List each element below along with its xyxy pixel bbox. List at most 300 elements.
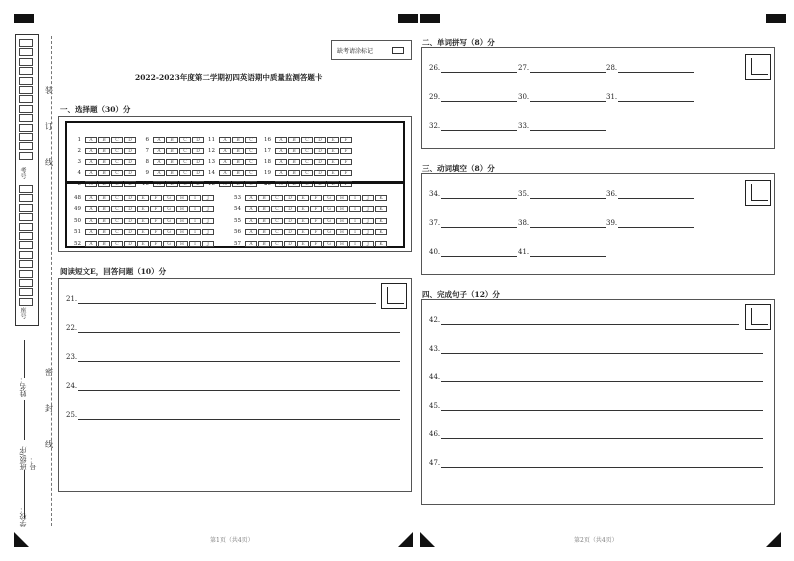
option-bubble[interactable]: H [176, 218, 188, 224]
option-bubble[interactable]: C [111, 218, 123, 224]
spelling-panel [421, 47, 775, 149]
exam-number-cell[interactable] [19, 124, 33, 132]
option-bubble[interactable]: C [111, 159, 123, 165]
option-bubble[interactable]: B [166, 170, 178, 176]
option-bubble[interactable]: J [202, 218, 214, 224]
option-bubble[interactable]: C [271, 229, 283, 235]
option-bubble[interactable]: H [176, 195, 188, 201]
blank-number: 29. [429, 93, 441, 101]
option-bubble[interactable]: K [375, 229, 387, 235]
option-bubble[interactable]: F [310, 195, 322, 201]
option-bubble[interactable]: C [271, 218, 283, 224]
option-bubble[interactable]: J [362, 241, 374, 247]
option-bubble[interactable]: D [124, 137, 136, 143]
option-bubble[interactable]: B [232, 137, 244, 143]
option-bubble[interactable]: K [375, 206, 387, 212]
exam-number-cell[interactable] [19, 105, 33, 113]
option-bubble[interactable]: D [124, 218, 136, 224]
option-bubble[interactable]: A [153, 181, 165, 187]
option-bubble[interactable]: G [163, 241, 175, 247]
option-bubble[interactable]: B [258, 229, 270, 235]
option-bubble[interactable]: H [176, 229, 188, 235]
option-bubble[interactable]: I [189, 229, 201, 235]
exam-number-cell[interactable] [19, 67, 33, 75]
question-number: 54 [234, 206, 241, 212]
option-bubble[interactable]: B [288, 181, 300, 187]
exam-number-cell[interactable] [19, 86, 33, 94]
option-bubble[interactable]: C [271, 195, 283, 201]
option-bubble[interactable]: A [85, 241, 97, 247]
option-bubble[interactable]: A [85, 195, 97, 201]
option-bubble[interactable]: F [340, 170, 352, 176]
blank-field[interactable] [429, 190, 517, 200]
option-bubble[interactable]: C [111, 195, 123, 201]
option-bubble[interactable]: I [189, 218, 201, 224]
option-bubble[interactable]: C [111, 148, 123, 154]
option-bubble[interactable]: D [124, 195, 136, 201]
option-bubble[interactable]: A [245, 241, 257, 247]
option-bubble[interactable]: B [98, 218, 110, 224]
option-bubble[interactable]: G [163, 206, 175, 212]
option-bubble[interactable]: J [362, 229, 374, 235]
option-bubble[interactable]: D [284, 241, 296, 247]
option-bubble[interactable]: B [166, 181, 178, 187]
answer-number: 21. [66, 295, 78, 303]
exam-number-cell[interactable] [19, 95, 33, 103]
option-bubble[interactable]: C [271, 241, 283, 247]
option-bubble[interactable]: D [192, 148, 204, 154]
blank-number: 36. [606, 190, 618, 198]
option-bubble[interactable]: F [150, 241, 162, 247]
option-bubble[interactable]: F [310, 229, 322, 235]
option-bubble[interactable]: C [111, 137, 123, 143]
option-bubble[interactable]: B [98, 181, 110, 187]
question-number: 10 [142, 180, 149, 187]
blank-field[interactable] [606, 93, 694, 103]
option-bubble[interactable]: G [163, 229, 175, 235]
option-bubble[interactable]: H [336, 241, 348, 247]
option-bubble[interactable]: H [176, 206, 188, 212]
option-bubble[interactable]: F [340, 148, 352, 154]
option-bubble[interactable]: A [85, 229, 97, 235]
option-bubble[interactable]: A [219, 137, 231, 143]
answer-number: 44. [429, 373, 441, 381]
score-box[interactable] [745, 54, 771, 80]
option-bubble[interactable]: B [98, 195, 110, 201]
score-box[interactable] [745, 180, 771, 206]
blank-field[interactable] [429, 64, 517, 74]
option-bubble[interactable]: A [275, 170, 287, 176]
option-bubble[interactable]: A [245, 218, 257, 224]
question-number: 17 [264, 147, 271, 154]
option-bubble[interactable]: B [288, 170, 300, 176]
option-bubble[interactable]: B [258, 241, 270, 247]
exam-number-cell[interactable] [19, 152, 33, 160]
option-bubble[interactable]: B [98, 206, 110, 212]
exam-number-grid [15, 34, 39, 326]
option-bubble[interactable]: D [314, 170, 326, 176]
exam-number-cell[interactable] [19, 232, 33, 240]
option-bubble[interactable]: I [189, 206, 201, 212]
blank-number: 26. [429, 64, 441, 72]
question-number: 57 [234, 240, 241, 247]
class-seat-label: 班级/序号： [19, 446, 37, 470]
option-bubble[interactable]: A [85, 137, 97, 143]
exam-number-cell[interactable] [19, 213, 33, 221]
option-bubble[interactable]: J [202, 241, 214, 247]
option-bubble[interactable]: D [314, 137, 326, 143]
question-number: 52 [74, 240, 81, 247]
option-bubble[interactable]: D [124, 148, 136, 154]
option-bubble[interactable]: B [98, 170, 110, 176]
option-bubble[interactable]: E [327, 148, 339, 154]
blank-number: 30. [518, 93, 530, 101]
option-bubble[interactable]: E [137, 218, 149, 224]
option-bubble[interactable]: A [85, 170, 97, 176]
option-bubble[interactable]: F [340, 159, 352, 165]
registration-mark-top-right [766, 14, 786, 23]
question-number: 55 [234, 217, 241, 224]
registration-mark-top-center-left [398, 14, 418, 23]
option-bubble[interactable]: J [362, 218, 374, 224]
blank-number: 33. [518, 122, 530, 130]
option-bubble[interactable]: A [245, 195, 257, 201]
option-bubble[interactable]: D [124, 181, 136, 187]
blank-number: 37. [429, 219, 441, 227]
option-bubble[interactable]: J [202, 195, 214, 201]
option-bubble[interactable]: G [163, 218, 175, 224]
exam-number-cell[interactable] [19, 39, 33, 47]
option-bubble[interactable]: C [245, 181, 257, 187]
option-bubble[interactable]: D [192, 137, 204, 143]
binding-dashed-line [51, 36, 52, 526]
option-bubble[interactable]: E [297, 229, 309, 235]
choice-panel [58, 116, 412, 252]
answer-line[interactable] [429, 316, 769, 326]
exam-number-cell[interactable] [19, 204, 33, 212]
option-bubble[interactable]: K [375, 195, 387, 201]
option-bubble[interactable]: G [323, 241, 335, 247]
option-bubble[interactable]: E [137, 241, 149, 247]
option-bubble[interactable]: D [314, 159, 326, 165]
exam-number-cell[interactable] [19, 260, 33, 268]
option-bubble[interactable]: B [258, 195, 270, 201]
answer-line[interactable] [66, 382, 406, 392]
option-bubble[interactable]: F [150, 229, 162, 235]
option-bubble[interactable]: H [176, 241, 188, 247]
option-bubble[interactable]: A [153, 159, 165, 165]
option-bubble[interactable]: B [166, 148, 178, 154]
section1-title: 一、选择题（30）分 [60, 105, 131, 114]
option-bubble[interactable]: D [124, 241, 136, 247]
option-bubble[interactable]: D [124, 159, 136, 165]
answer-number: 45. [429, 401, 441, 410]
answer-line[interactable] [429, 430, 769, 440]
option-bubble[interactable]: I [349, 218, 361, 224]
option-bubble[interactable]: C [111, 229, 123, 235]
question-number: 15 [208, 180, 215, 187]
option-bubble[interactable]: A [219, 148, 231, 154]
class-seat-field[interactable] [18, 400, 38, 470]
option-bubble[interactable]: C [111, 181, 123, 187]
option-bubble[interactable]: H [336, 195, 348, 201]
blank-field[interactable] [518, 122, 606, 132]
option-bubble[interactable]: A [245, 206, 257, 212]
blank-field[interactable] [518, 64, 606, 74]
blank-field[interactable] [518, 248, 606, 258]
option-bubble[interactable]: A [245, 229, 257, 235]
binding-char-5: 封 [45, 404, 53, 413]
option-bubble[interactable]: D [192, 181, 204, 187]
option-bubble[interactable]: B [98, 241, 110, 247]
blank-field[interactable] [606, 219, 694, 229]
seat-label: 座号 [19, 307, 26, 319]
question-number: 50 [74, 217, 81, 224]
option-bubble[interactable]: A [85, 159, 97, 165]
option-bubble[interactable]: B [232, 148, 244, 154]
option-bubble[interactable]: B [258, 206, 270, 212]
question-number: 19 [264, 169, 271, 176]
option-bubble[interactable]: G [323, 206, 335, 212]
option-bubble[interactable]: C [179, 170, 191, 176]
option-bubble[interactable]: I [349, 229, 361, 235]
option-bubble[interactable]: A [219, 170, 231, 176]
option-bubble[interactable]: D [284, 206, 296, 212]
option-bubble[interactable]: B [288, 159, 300, 165]
option-bubble[interactable]: C [245, 159, 257, 165]
option-bubble[interactable]: B [98, 137, 110, 143]
option-bubble[interactable]: E [327, 137, 339, 143]
option-bubble[interactable]: C [301, 137, 313, 143]
answer-line[interactable] [429, 459, 769, 469]
option-bubble[interactable]: D [284, 229, 296, 235]
exam-number-cell[interactable] [19, 288, 33, 296]
blank-field[interactable] [518, 219, 606, 229]
option-bubble[interactable]: C [245, 170, 257, 176]
option-bubble[interactable]: C [111, 206, 123, 212]
option-bubble[interactable]: K [375, 218, 387, 224]
option-bubble[interactable]: D [314, 181, 326, 187]
option-bubble[interactable]: F [150, 195, 162, 201]
option-bubble[interactable]: H [336, 229, 348, 235]
option-bubble[interactable]: B [98, 148, 110, 154]
option-bubble[interactable]: B [166, 137, 178, 143]
option-bubble[interactable]: B [166, 159, 178, 165]
option-bubble[interactable]: I [349, 195, 361, 201]
blank-field[interactable] [518, 93, 606, 103]
blank-field[interactable] [429, 122, 517, 132]
option-bubble[interactable]: C [271, 206, 283, 212]
option-bubble[interactable]: F [150, 206, 162, 212]
option-bubble[interactable]: C [179, 181, 191, 187]
exam-number-cell[interactable] [19, 223, 33, 231]
binding-char-2: 订 [45, 122, 53, 131]
answer-line[interactable] [66, 411, 406, 421]
answer-line[interactable] [66, 324, 406, 334]
blank-field[interactable] [606, 64, 694, 74]
option-bubble[interactable]: I [189, 195, 201, 201]
option-bubble[interactable]: C [179, 137, 191, 143]
option-bubble[interactable]: A [275, 137, 287, 143]
answer-line[interactable] [429, 345, 769, 355]
option-bubble[interactable]: J [202, 206, 214, 212]
exam-number-cell[interactable] [19, 241, 33, 249]
option-bubble[interactable]: F [310, 241, 322, 247]
option-bubble[interactable]: E [297, 195, 309, 201]
option-bubble[interactable]: A [275, 159, 287, 165]
answer-line[interactable] [429, 402, 769, 412]
option-bubble[interactable]: C [179, 159, 191, 165]
option-bubble[interactable]: E [327, 181, 339, 187]
option-bubble[interactable]: E [297, 241, 309, 247]
binding-char-3: 线 [45, 158, 53, 167]
option-bubble[interactable]: B [258, 218, 270, 224]
option-bubble[interactable]: C [111, 241, 123, 247]
option-bubble[interactable]: C [301, 170, 313, 176]
option-bubble[interactable]: C [301, 181, 313, 187]
option-bubble[interactable]: C [301, 148, 313, 154]
option-bubble[interactable]: B [98, 159, 110, 165]
exam-number-cell[interactable] [19, 185, 33, 193]
question-number: 6 [145, 136, 149, 143]
option-bubble[interactable]: E [327, 170, 339, 176]
blank-field[interactable] [429, 248, 517, 258]
option-bubble[interactable]: B [232, 170, 244, 176]
option-bubble[interactable]: I [349, 206, 361, 212]
option-bubble[interactable]: C [245, 137, 257, 143]
option-bubble[interactable]: H [336, 218, 348, 224]
registration-triangle-bcr [420, 532, 435, 547]
answer-line[interactable] [66, 295, 406, 305]
option-bubble[interactable]: A [85, 206, 97, 212]
exam-number-cell[interactable] [19, 77, 33, 85]
option-bubble[interactable]: F [310, 206, 322, 212]
verb-fill-panel [421, 173, 775, 275]
blank-field[interactable] [429, 93, 517, 103]
choice-block-2 [65, 182, 405, 248]
option-bubble[interactable]: A [275, 148, 287, 154]
option-bubble[interactable]: A [153, 148, 165, 154]
option-bubble[interactable]: B [288, 148, 300, 154]
absent-mark-label: 缺考请涂标记 [337, 48, 374, 55]
exam-number-cell[interactable] [19, 194, 33, 202]
option-bubble[interactable]: C [111, 170, 123, 176]
name-label: 姓名： [19, 376, 27, 397]
exam-number-cell[interactable] [19, 133, 33, 141]
blank-field[interactable] [518, 190, 606, 200]
option-bubble[interactable]: K [375, 241, 387, 247]
option-bubble[interactable]: F [340, 181, 352, 187]
exam-number-cell[interactable] [19, 270, 33, 278]
question-number: 4 [77, 169, 81, 176]
option-bubble[interactable]: F [310, 218, 322, 224]
exam-number-cell[interactable] [19, 58, 33, 66]
option-bubble[interactable]: D [192, 159, 204, 165]
exam-number-cell[interactable] [19, 48, 33, 56]
option-bubble[interactable]: C [301, 159, 313, 165]
blank-field[interactable] [606, 190, 694, 200]
option-bubble[interactable]: D [284, 195, 296, 201]
option-bubble[interactable]: A [153, 137, 165, 143]
option-bubble[interactable]: J [202, 229, 214, 235]
blank-field[interactable] [429, 219, 517, 229]
answer-line[interactable] [429, 373, 769, 383]
option-bubble[interactable]: A [85, 181, 97, 187]
question-number: 9 [145, 169, 149, 176]
option-bubble[interactable]: A [275, 181, 287, 187]
option-bubble[interactable]: H [336, 206, 348, 212]
option-bubble[interactable]: I [189, 241, 201, 247]
option-bubble[interactable]: D [284, 218, 296, 224]
option-bubble[interactable]: J [362, 195, 374, 201]
exam-number-cell[interactable] [19, 251, 33, 259]
option-bubble[interactable]: G [163, 195, 175, 201]
option-bubble[interactable]: E [297, 206, 309, 212]
option-bubble[interactable]: B [288, 137, 300, 143]
question-number: 20 [264, 180, 271, 187]
option-bubble[interactable]: D [124, 229, 136, 235]
option-bubble[interactable]: B [98, 229, 110, 235]
option-bubble[interactable]: G [323, 229, 335, 235]
option-bubble[interactable]: D [124, 170, 136, 176]
option-bubble[interactable]: E [137, 195, 149, 201]
option-bubble[interactable]: J [362, 206, 374, 212]
option-bubble[interactable]: I [349, 241, 361, 247]
question-number: 11 [208, 136, 215, 143]
reading-answer-panel [58, 278, 412, 492]
blank-number: 40. [429, 248, 441, 256]
option-bubble[interactable]: F [340, 137, 352, 143]
absent-mark-bubble[interactable] [392, 47, 404, 54]
option-bubble[interactable]: C [245, 148, 257, 154]
exam-number-cell[interactable] [19, 298, 33, 306]
question-number: 7 [145, 147, 149, 154]
option-bubble[interactable]: D [124, 206, 136, 212]
option-bubble[interactable]: F [150, 218, 162, 224]
name-field[interactable] [18, 340, 38, 400]
answer-line[interactable] [66, 353, 406, 363]
option-bubble[interactable]: B [232, 181, 244, 187]
answer-number: 24. [66, 382, 78, 390]
option-bubble[interactable]: D [192, 170, 204, 176]
option-bubble[interactable]: A [219, 159, 231, 165]
option-bubble[interactable]: A [85, 218, 97, 224]
option-bubble[interactable]: A [153, 170, 165, 176]
exam-number-cell[interactable] [19, 142, 33, 150]
option-bubble[interactable]: E [327, 159, 339, 165]
question-number: 56 [234, 229, 241, 235]
option-bubble[interactable]: C [179, 148, 191, 154]
school-field[interactable] [18, 470, 38, 530]
option-bubble[interactable]: E [137, 229, 149, 235]
option-bubble[interactable]: D [314, 148, 326, 154]
option-bubble[interactable]: E [297, 218, 309, 224]
section5-title: 四、完成句子（12）分 [422, 290, 500, 299]
option-bubble[interactable]: G [323, 218, 335, 224]
exam-number-cell[interactable] [19, 114, 33, 122]
option-bubble[interactable]: A [219, 181, 231, 187]
option-bubble[interactable]: G [323, 195, 335, 201]
answer-number: 47. [429, 458, 441, 467]
absent-mark-box[interactable] [331, 40, 412, 60]
answer-number: 46. [429, 430, 441, 438]
option-bubble[interactable]: E [137, 206, 149, 212]
registration-mark-top-center-right [420, 14, 440, 23]
option-bubble[interactable]: A [85, 148, 97, 154]
exam-number-cell[interactable] [19, 279, 33, 287]
option-bubble[interactable]: B [232, 159, 244, 165]
sentence-panel [421, 299, 775, 505]
